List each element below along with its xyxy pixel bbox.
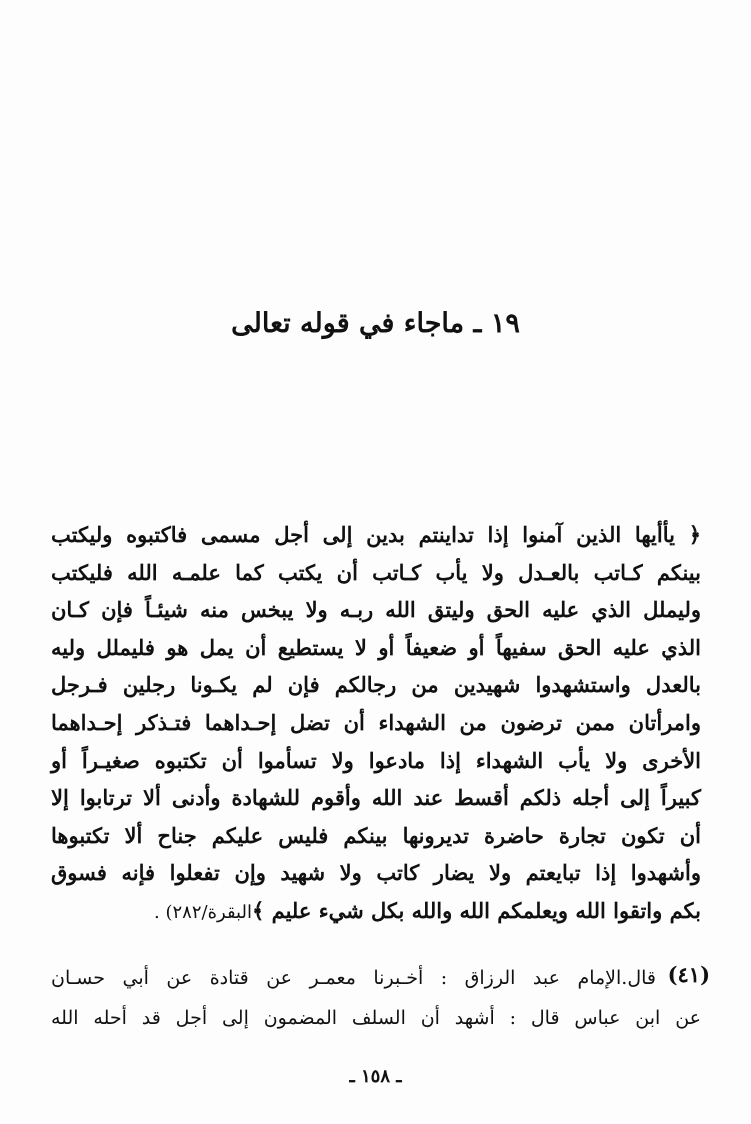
verse-line [51, 516, 701, 554]
hadith-number: (٤١) [667, 962, 710, 987]
verse-line: الأخرى ولا يأب الشهداء إذا مادعوا ولا تسأموا أن تكتبوه صغيـراً أو [51, 747, 701, 773]
verse-reference: البقرة/٢٨٢) . [154, 901, 252, 923]
verse-line: بينكم كـاتب بالعـدل ولا يأب كـاتب أن يكتب كما علمـه الله فليكتب [51, 559, 701, 585]
hadith-line: عن ابن عباس قال : أشهد أن السلف المضمون إلى أجل قد أحله الله [51, 1007, 701, 1029]
verse-line [51, 892, 701, 930]
chapter-heading: ١٩ ـ ماجاء في قوله تعالى [231, 308, 520, 339]
verse-line: وأشهدوا إذا تبايعتم ولا يضار كاتب ولا شهيد وإن تفعلوا فإنه فسوق [51, 860, 701, 886]
verse-line: كبيراً إلى أجله ذلكم أقسط عند الله وأقوم للشهادة وأدنى ألا ترتابوا إلا [51, 785, 701, 811]
verse-line: بالعدل واستشهدوا شهيدين من رجالكم فإن لم يكـونا رجلين فـرجل [51, 672, 701, 698]
hadith-text [51, 958, 701, 1038]
hadith-line: قال.الإمام عبد الرزاق : أخـبرنا معمـر عن قتادة عن أبي حسـان [51, 967, 656, 989]
verse-line-text: يأأيها الذين آمنوا إذا تداينتم بدين إلى أجل مسمى فاكتبوه وليكتب [51, 522, 675, 547]
verse-line: أن تكون تجارة حاضرة تديرونها بينكم فليس عليكم جناح ألا تكتبوها [51, 822, 701, 848]
verse-line-text: بكم واتقوا الله ويعلمكم الله والله بكل شيء عليم [271, 897, 701, 923]
quran-verse [51, 516, 701, 930]
verse-line: وليملل الذي عليه الحق وليتق الله ربـه ولا يبخس منه شيئـاً فإن كـان [51, 597, 701, 623]
verse-line: الذي عليه الحق سفيهاً أو ضعيفاً أو لا يستطيع أن يمل هو فليملل وليه [51, 634, 701, 660]
verse-open-bracket: ﴿ [688, 522, 701, 547]
verse-line: وامرأتان ممن ترضون من الشهداء أن تضل إحـداهما فتـذكر إحـداهما [51, 709, 701, 735]
page-number: ـ ١٥٨ ـ [349, 1066, 402, 1087]
verse-close-bracket: ﴾ [251, 897, 265, 923]
